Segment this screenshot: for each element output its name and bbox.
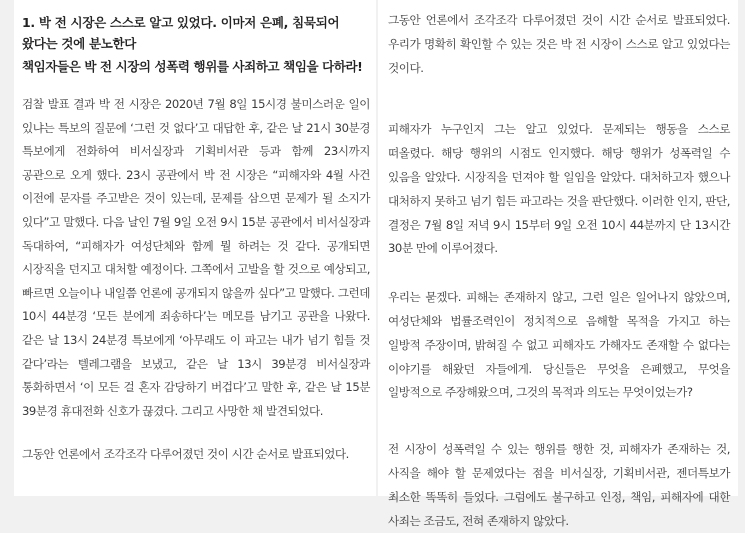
paragraph: 그동안 언론에서 조각조각 다루어졌던 것이 시간 순서로 발표되었다.	[22, 447, 349, 462]
paragraph: 피해자가 누구인지 그는 알고 있었다. 문제되는 행동을 스스로 떠올렸다. 해당 행위의 시점도 인지했다. 해당 행위가 성폭력일 수 있음을 알았다. 시장직을 던져야 할 일임을 알았다. 대처하고자 했으나 대처하지 못하고 넘기 힘든 파고라는 것을 판단했다. 이러한 인지, 판단, 결정은 7월 8일 저녁 9시 15부터 9일 오전 10시 44분까지 단 13시간 30분 만에 이루어졌다.	[388, 122, 730, 256]
paragraph: 검찰 발표 결과 박 전 시장은 2020년 7월 8일 15시경 불미스러운 일이 있냐는 특보의 질문에 ‘그런 것 없다’고 대답한 후, 같은 날 21시 30분경 특보에게 전화하여 비서실장과 기획비서관 등과 함께 23시까지 공관으로 오게 했다. 23시 공관에서 박 전 시장은 “피해자와 4월 사건 이전에 문자를 주고받은 것이 있는데, 문제를 삼으면 문제가 될 소지가 있다”고 말했다. 다음 날인 7월 9일 오전 9시 15분 공관에서 비서실장과 독대하여, “피해자가 여성단체와 함께 뭘 하려는 것 같다. 공개되면 시장직을 던지고 대처할 예정이다. 그쪽에서 고발을 할 것으로 예상되고, 빠르면 오늘이나 내일쯤 언론에 공개되지 않을까 싶다”고 말했다. 그런데 10시 44분경 ‘모든 분에게 죄송하다’는 메모를 남기고 공관을 나왔다. 같은 날 13시 24분경 특보에게 ‘아무래도 이 파고는 내가 넘기 힘들 것 같다’라는 텔레그램을 보냈고, 같은 날 13시 39분경 비서실장과 통화하면서 ‘이 모든 걸 혼자 감당하기 버겁다’고 말한 후, 같은 날 15분 39분경 휴대전화 신호가 끊겼다. 그리고 사망한 채 발견되었다.	[22, 97, 370, 418]
section-heading: 1. 박 전 시장은 스스로 알고 있었다. 이마저 은폐, 침묵되어 왔다는 것에 분노한다	[22, 15, 340, 51]
paragraph: 우리는 묻겠다. 피해는 존재하지 않고, 그런 일은 일어나지 않았으며, 여성단체와 법률조력인이 정치적으로 음해할 목적을 가지고 하는 일방적 주장이며, 밝혀질 수 없고 피해자도 가해자도 존재할 수 없다는 이야기를 해왔던 자들에게. 당신들은 무엇을 은폐했고, 무엇을 일방적으로 주장해왔으며, 그것의 목적과 의도는 무엇이었는가?	[388, 290, 730, 400]
right-column	[378, 0, 738, 528]
left-column	[14, 0, 376, 496]
section-subheading: 책임자들은 박 전 시장의 성폭력 행위를 사죄하고 책임을 다하라!	[22, 59, 363, 74]
paragraph: 그동안 언론에서 조각조각 다루어졌던 것이 시간 순서로 발표되었다. 우리가 명확히 확인할 수 있는 것은 박 전 시장이 스스로 알고 있었다는 것이다.	[388, 13, 730, 75]
paragraph: 전 시장이 성폭력일 수 있는 행위를 행한 것, 피해자가 존재하는 것, 사직을 해야 할 문제였다는 점을 비서실장, 기획비서관, 젠더특보가 최소한 똑똑히 들었다. 그럼에도 불구하고 인정, 책임, 피해자에 대한 사죄는 조금도, 전혀 존재하지 않았다.	[388, 442, 730, 528]
